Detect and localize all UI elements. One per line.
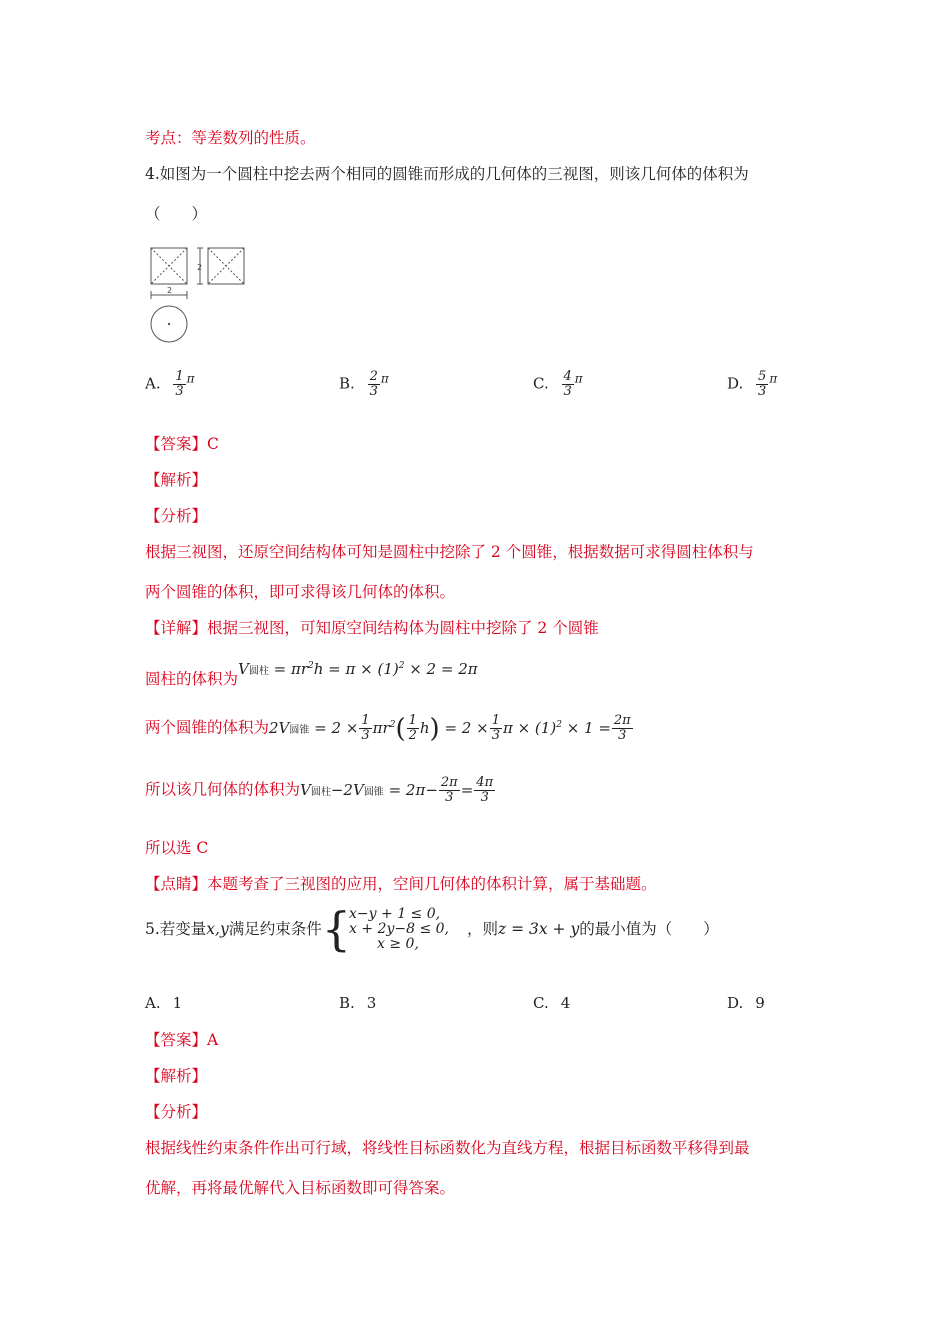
q4-fenxi-line1: 根据三视图，还原空间结构体可知是圆柱中挖除了 2 个圆锥，根据数据可求得圆柱体积与 (145, 543, 754, 561)
side-view-diagonal (208, 248, 244, 284)
q4-option-b[interactable]: B. $\frac{2}{3}$ $^\pi$ (339, 369, 389, 399)
q5-fenxi-line1: 根据线性约束条件作出可行域，将线性目标函数化为直线方程，根据目标函数平移得到最 (145, 1139, 750, 1157)
q4-dianjing: 【点睛】本题考查了三视图的应用，空间几何体的体积计算，属于基础题。 (145, 875, 657, 893)
three-view-figure (145, 240, 255, 348)
q5-option-a[interactable]: A. 1 (145, 994, 183, 1012)
q5-option-c[interactable]: C. 4 (533, 994, 571, 1012)
q4-option-d[interactable]: D. $\frac{5}{3}$ $^\pi$ (727, 369, 778, 399)
q4-xiangjie: 【详解】根据三视图，可知原空间结构体为圆柱中挖除了 2 个圆锥 (145, 619, 599, 637)
q4-jiexi: 【解析】 (145, 471, 208, 489)
q4-option-c[interactable]: C. $\frac{4}{3}$ $^\pi$ (533, 369, 583, 399)
q4-cone-volume: 两个圆锥的体积为2V圆锥 = 2 × $\frac{1}{3}$ $\pi r^2$( $\frac{1}{2}$ h) = 2 × $\frac{1}{3}$ $\pi \times (1)^2 \times 1$ = $\frac{2\pi}{3}$ (145, 713, 631, 744)
q4-cylinder-volume: 圆柱的体积为V圆柱 = $\pi r^2h = \pi \times (1)^2 \times 2 = 2\pi$ (145, 660, 478, 688)
q4-paren: （ ） (145, 205, 208, 223)
q5-fenxi-line2: 优解，再将最优解代入目标函数即可得答案。 (145, 1179, 456, 1197)
q4-select: 所以选 C (145, 839, 209, 857)
height-label: 2 (197, 263, 203, 272)
q5-jiexi: 【解析】 (145, 1067, 208, 1085)
q4-fenxi: 【分析】 (145, 507, 208, 525)
top-view-center-dot (168, 323, 170, 325)
q5-option-b[interactable]: B. 3 (339, 994, 377, 1012)
q4-fenxi-line2: 两个圆锥的体积，即可求得该几何体的体积。 (145, 583, 456, 601)
q4-option-a[interactable]: A. $\frac{1}{3}$ $^\pi$ (145, 369, 195, 399)
q4-answer: 【答案】C (145, 435, 219, 453)
front-view-diagonal (151, 248, 187, 284)
kaodian-line: 考点：等差数列的性质。 (145, 129, 316, 147)
q4-total-volume: 所以该几何体的体积为V圆柱−2V圆锥 = 2π− $\frac{2\pi}{3}$ = $\frac{4\pi}{3}$ (145, 775, 494, 805)
q4-stem: 4.如图为一个圆柱中挖去两个相同的圆锥而形成的几何体的三视图，则该几何体的体积为 (145, 165, 749, 183)
q5-stem: 5.若变量 x,y 满足约束条件 { x−y + 1 ≤ 0, x + 2y−8 ≤ 0, x ≥ 0, ，则 z = 3x + y 的最小值为（ ） (145, 902, 719, 956)
q5-option-d[interactable]: D. 9 (727, 994, 765, 1012)
width-label: 2 (167, 286, 173, 295)
q5-answer: 【答案】A (145, 1031, 219, 1049)
q5-fenxi: 【分析】 (145, 1103, 208, 1121)
